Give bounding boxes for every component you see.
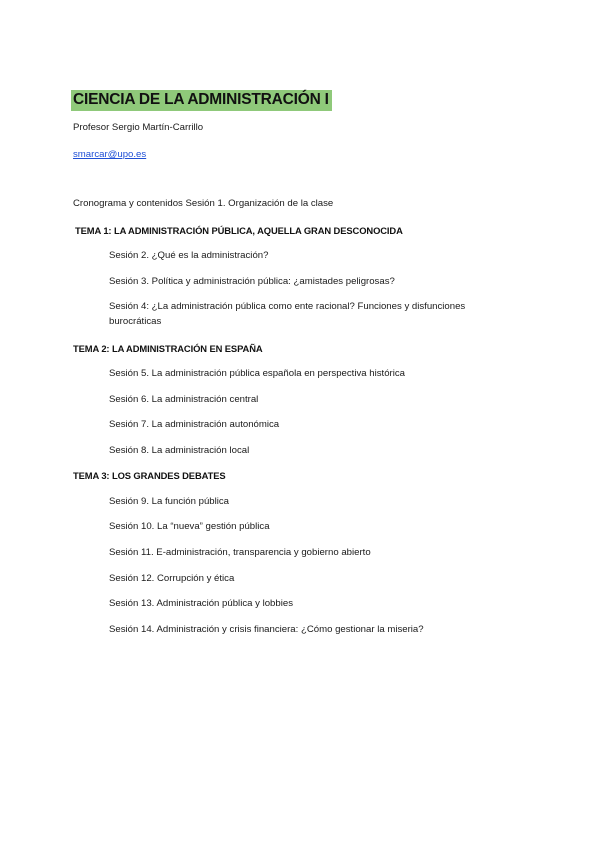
- session-item: Sesión 8. La administración local: [109, 445, 250, 456]
- session-item: Sesión 14. Administración y crisis financiera: ¿Cómo gestionar la miseria?: [109, 624, 424, 635]
- session-item: Sesión 6. La administración central: [109, 394, 259, 405]
- session-item: Sesión 11. E-administración, transparencia y gobierno abierto: [109, 547, 371, 558]
- session-item: Sesión 10. La “nueva” gestión pública: [109, 521, 270, 532]
- intro-line: Cronograma y contenidos Sesión 1. Organización de la clase: [73, 198, 334, 209]
- session-item: Sesión 9. La función pública: [109, 496, 230, 507]
- session-item: Sesión 13. Administración pública y lobbies: [109, 598, 293, 609]
- document-title: CIENCIA DE LA ADMINISTRACIÓN I: [71, 90, 332, 111]
- session-item: Sesión 3. Política y administración pública: ¿amistades peligrosas?: [109, 276, 395, 287]
- session-item: Sesión 5. La administración pública española en perspectiva histórica: [109, 368, 405, 379]
- tema-1-heading: TEMA 1: LA ADMINISTRACIÓN PÚBLICA, AQUELLA GRAN DESCONOCIDA: [75, 225, 403, 236]
- tema-2-heading: TEMA 2: LA ADMINISTRACIÓN EN ESPAÑA: [73, 343, 263, 354]
- session-item: Sesión 7. La administración autonómica: [109, 419, 280, 430]
- session-item: Sesión 4: ¿La administración pública como ente racional? Funciones y disfunciones burocráticas: [109, 301, 466, 327]
- professor-name: Profesor Sergio Martín-Carrillo: [73, 122, 204, 133]
- email-link[interactable]: smarcar@upo.es: [73, 149, 147, 160]
- tema-3-heading: TEMA 3: LOS GRANDES DEBATES: [73, 470, 226, 481]
- session-item: Sesión 2. ¿Qué es la administración?: [109, 250, 269, 261]
- session-item: Sesión 12. Corrupción y ética: [109, 573, 235, 584]
